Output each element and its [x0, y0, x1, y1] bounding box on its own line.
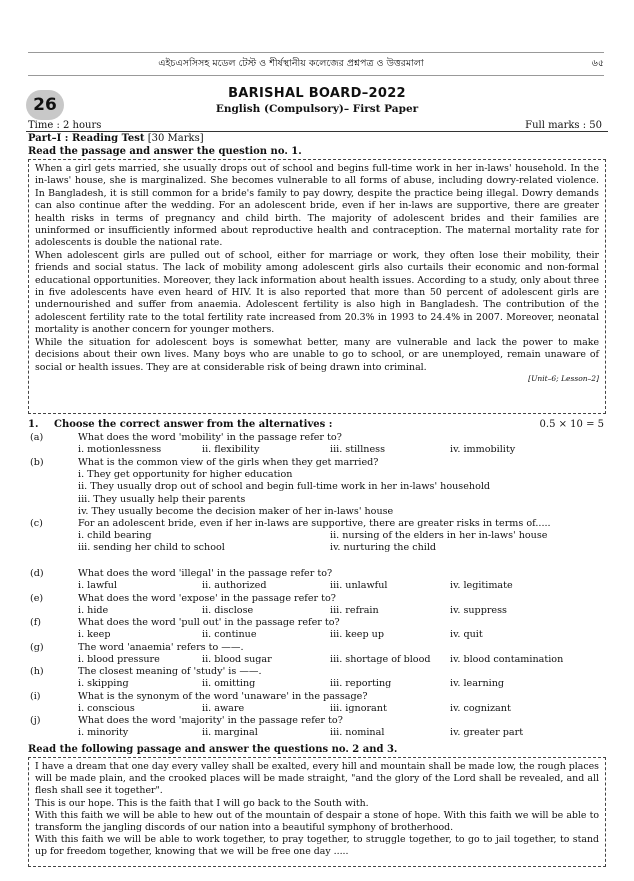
- mcq-option: iii. sending her child to school: [78, 542, 225, 554]
- mcq-label: (g): [30, 642, 44, 653]
- mcq-item: [30, 666, 604, 690]
- mcq-option: i. They get opportunity for higher education: [78, 469, 293, 481]
- part-heading: [28, 133, 204, 144]
- mcq-option: iv. They usually become the decision maker of her in-laws' house: [78, 505, 394, 517]
- mcq-item: [30, 642, 604, 666]
- mcq-label: (d): [30, 568, 44, 579]
- mcq-label: (i): [30, 691, 41, 702]
- mcq-option: iv. quit: [450, 629, 483, 641]
- mcq-option: i. minority: [78, 727, 129, 739]
- mcq-option: iv. suppress: [450, 605, 507, 617]
- passage-2-paragraph: With this faith we will be able to work together, to pray together, to struggle together, to go to jail together, to stand up for freedom together, knowing that we will be free one day .....: [35, 834, 599, 858]
- mcq-option: iv. nurturing the child: [330, 542, 437, 554]
- mcq-label: (h): [30, 666, 44, 677]
- mcq-option: iii. unlawful: [330, 580, 388, 592]
- passage-1-paragraph: While the situation for adolescent boys is somewhat better, many are vulnerable and lack the power to make decisions about their own lives. Many boys who are unable to go to school, or are unemployed, remain unaware of social or health issues. They are at considerable risk of being drawn into criminal.: [35, 336, 599, 373]
- part-label: Part–I : Reading Test: [28, 133, 145, 144]
- mcq-stem: What is the synonym of the word 'unaware' in the passage?: [78, 691, 368, 702]
- mcq-option: ii. nursing of the elders in her in-laws' house: [330, 530, 548, 542]
- mcq-option: ii. omitting: [202, 678, 256, 690]
- mcq-item: [30, 457, 604, 518]
- mcq-option: iii. nominal: [330, 727, 385, 739]
- mcq-stem: What is the common view of the girls when they get married?: [78, 457, 379, 468]
- mcq-option: ii. blood sugar: [202, 654, 272, 666]
- mcq-option: i. conscious: [78, 703, 135, 715]
- passage-2-paragraph: This is our hope. This is the faith that I will go back to the South with.: [35, 797, 369, 809]
- mcq-option: ii. aware: [202, 703, 245, 715]
- mcq-item: [30, 691, 604, 715]
- passage-1-paragraph: When adolescent girls are pulled out of school, either for marriage or work, they often lose their mobility, their friends and social status. The lack of mobility among adolescent girls also curtails their economic and non-formal educational opportunities. Moreover, they lack information about health issues. According to a study, only about three in five adolescents have even heard of HIV. It is also reported that more than 50 percent of adolescent girls are undernourished and suffer from anaemia. Adolescent fertility is also high in Bangladesh. The contribution of the adolescent fertility rate to the total fertility rate increased from 20.3% in 1993 to 24.4% in 2007. Moreover, neonatal mortality is another concern for younger mothers.: [35, 249, 599, 336]
- mcq-option: iv. immobility: [450, 444, 516, 456]
- mcq-option: ii. marginal: [202, 727, 258, 739]
- mcq-option: iv. cognizant: [450, 703, 511, 715]
- mcq-option: iv. legitimate: [450, 580, 513, 592]
- mcq-option: ii. continue: [202, 629, 257, 641]
- mcq-option: i. child bearing: [78, 530, 152, 542]
- mcq-option: i. lawful: [78, 580, 117, 592]
- mcq-option: ii. They usually drop out of school and begin full-time work in her in-laws' household: [78, 481, 491, 493]
- mcq-stem: What does the word 'illegal' in the passage refer to?: [78, 568, 333, 579]
- mcq-label: (b): [30, 457, 44, 468]
- divider: [26, 131, 608, 132]
- question-set-badge: 26: [26, 90, 64, 120]
- board-title: BARISHAL BOARD–2022: [228, 86, 406, 101]
- mcq-option: iii. reporting: [330, 678, 392, 690]
- mcq-option: iii. They usually help their parents: [78, 493, 246, 505]
- mcq-stem: The word 'anaemia' refers to ——.: [78, 642, 244, 653]
- mcq-item: [30, 568, 604, 592]
- mcq-label: (e): [30, 593, 44, 604]
- exam-time: Time : 2 hours: [28, 120, 102, 131]
- part-marks: [30 Marks]: [147, 133, 204, 144]
- mcq-label: (a): [30, 432, 44, 443]
- mcq-option: i. blood pressure: [78, 654, 160, 666]
- passage-1-paragraph: When a girl gets married, she usually drops out of school and begins full-time work in her in-laws' household. In the in-laws' house, she is marginalized. She becomes vulnerable to all forms of abuse, including dowry-related violence. In Bangladesh, it is still common for a bride's family to pay dowry, despite the practice being illegal. Dowry demands can also continue after the wedding. For an adolescent bride, even if her in-laws are supportive, there are greater health risks in terms of pregnancy and child birth. The majority of adolescent brides and their families are uninformed or insufficiently informed about reproductive health and contraception. The maternal mortality rate for adolescents is double the national rate.: [35, 163, 599, 249]
- mcq-option: iii. ignorant: [330, 703, 387, 715]
- mcq-label: (j): [30, 715, 41, 726]
- question-marks: 0.5 × 10 = 5: [539, 419, 604, 430]
- running-header: [28, 52, 604, 76]
- mcq-label: (c): [30, 518, 43, 529]
- passage-1-box: [28, 159, 606, 414]
- mcq-option: i. hide: [78, 605, 109, 617]
- passage-2-box: [28, 757, 606, 867]
- mcq-item: [30, 593, 604, 617]
- passage-2-paragraph: With this faith we will be able to hew out of the mountain of despair a stone of hope. With this faith we will be able to transform the jangling discords of our nation into a beautiful symphony of brotherhood.: [35, 809, 599, 834]
- running-header-text: এইচএসসিসহ মডেল টেস্ট ও শীর্ষস্থানীয় কলেজের প্রশ্নপত্র ও উত্তরমালা: [158, 58, 424, 69]
- mcq-option: ii. disclose: [202, 605, 254, 617]
- full-marks: Full marks : 50: [525, 120, 602, 131]
- mcq-stem: What does the word 'mobility' in the passage refer to?: [78, 432, 342, 443]
- passage-2-paragraph: I have a dream that one day every valley shall be exalted, every hill and mountain shall be made low, the rough places will be made plain, and the crooked places will be made straight, "and the glory of the Lord shall be revealed, and all flesh shall see it together".: [35, 761, 599, 797]
- page-number: ৬৫: [591, 58, 604, 69]
- mcq-item: [30, 617, 604, 641]
- subject-title: English (Compulsory)– First Paper: [215, 103, 419, 115]
- mcq-stem: For an adolescent bride, even if her in-laws are supportive, there are greater risks in terms of.....: [78, 518, 551, 529]
- mcq-stem: The closest meaning of 'study' is ——.: [78, 666, 262, 677]
- mcq-stem: What does the word 'expose' in the passage refer to?: [78, 593, 336, 604]
- mcq-item: [30, 432, 604, 456]
- question-text: Choose the correct answer from the alternatives :: [54, 419, 333, 430]
- mcq-option: ii. flexibility: [202, 444, 260, 456]
- instruction-passage-1: Read the passage and answer the question no. 1.: [28, 146, 302, 157]
- mcq-option: iv. blood contamination: [450, 654, 564, 666]
- mcq-option: ii. authorized: [202, 580, 267, 592]
- unit-reference: [Unit–6; Lesson–2]: [528, 373, 599, 383]
- mcq-option: iii. shortage of blood: [330, 654, 431, 666]
- mcq-option: iii. refrain: [330, 605, 379, 617]
- mcq-option: iii. stillness: [330, 444, 385, 456]
- mcq-option: i. skipping: [78, 678, 129, 690]
- mcq-option: iv. greater part: [450, 727, 524, 739]
- mcq-item: [30, 518, 604, 555]
- mcq-stem: What does the word 'majority' in the passage refer to?: [78, 715, 343, 726]
- mcq-option: i. motionlessness: [78, 444, 162, 456]
- instruction-passage-2: Read the following passage and answer the questions no. 2 and 3.: [28, 744, 398, 755]
- mcq-option: iv. learning: [450, 678, 505, 690]
- mcq-item: [30, 715, 604, 739]
- mcq-option: iii. keep up: [330, 629, 384, 641]
- mcq-option: i. keep: [78, 629, 111, 641]
- question-number: 1.: [28, 419, 39, 430]
- mcq-stem: What does the word 'pull out' in the passage refer to?: [78, 617, 340, 628]
- mcq-label: (f): [30, 617, 42, 628]
